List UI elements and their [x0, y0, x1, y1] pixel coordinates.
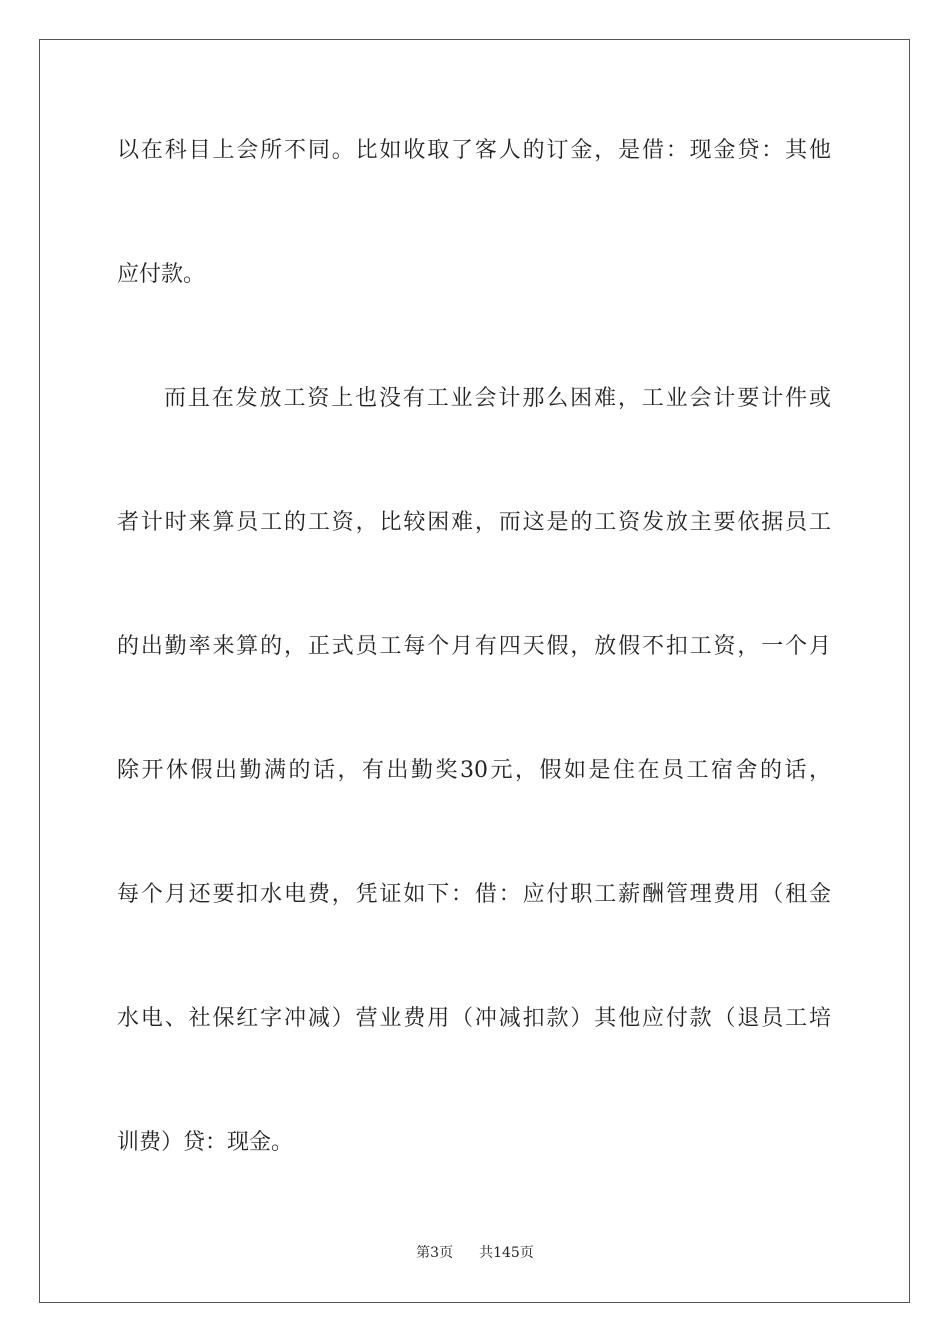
page-number: 第3页: [416, 1245, 454, 1261]
text-line-7: 每个月还要扣水电费，凭证如下：借：应付职工薪酬管理费用（租金: [117, 882, 831, 907]
text-line-3: 而且在发放工资上也没有工业会计那么困难，工业会计要计件或: [164, 386, 831, 411]
page-total: 共145页: [479, 1245, 534, 1261]
text-line-2: 应付款。: [117, 262, 206, 287]
text-line-6: 除开休假出勤满的话，有出勤奖30元，假如是住在员工宿舍的话，: [117, 758, 831, 783]
page-footer: [0, 1244, 950, 1262]
text-line-1: 以在科目上会所不同。比如收取了客人的订金，是借：现金贷：其他: [117, 138, 831, 163]
text-line-4: 者计时来算员工的工资，比较困难，而这是的工资发放主要依据员工: [117, 510, 831, 535]
text-line-5: 的出勤率来算的，正式员工每个月有四天假，放假不扣工资，一个月: [117, 634, 831, 659]
page-border: [39, 39, 910, 1303]
text-line-8: 水电、社保红字冲减）营业费用（冲减扣款）其他应付款（退员工培: [117, 1006, 831, 1031]
text-line-9: 训费）贷：现金。: [117, 1130, 294, 1155]
